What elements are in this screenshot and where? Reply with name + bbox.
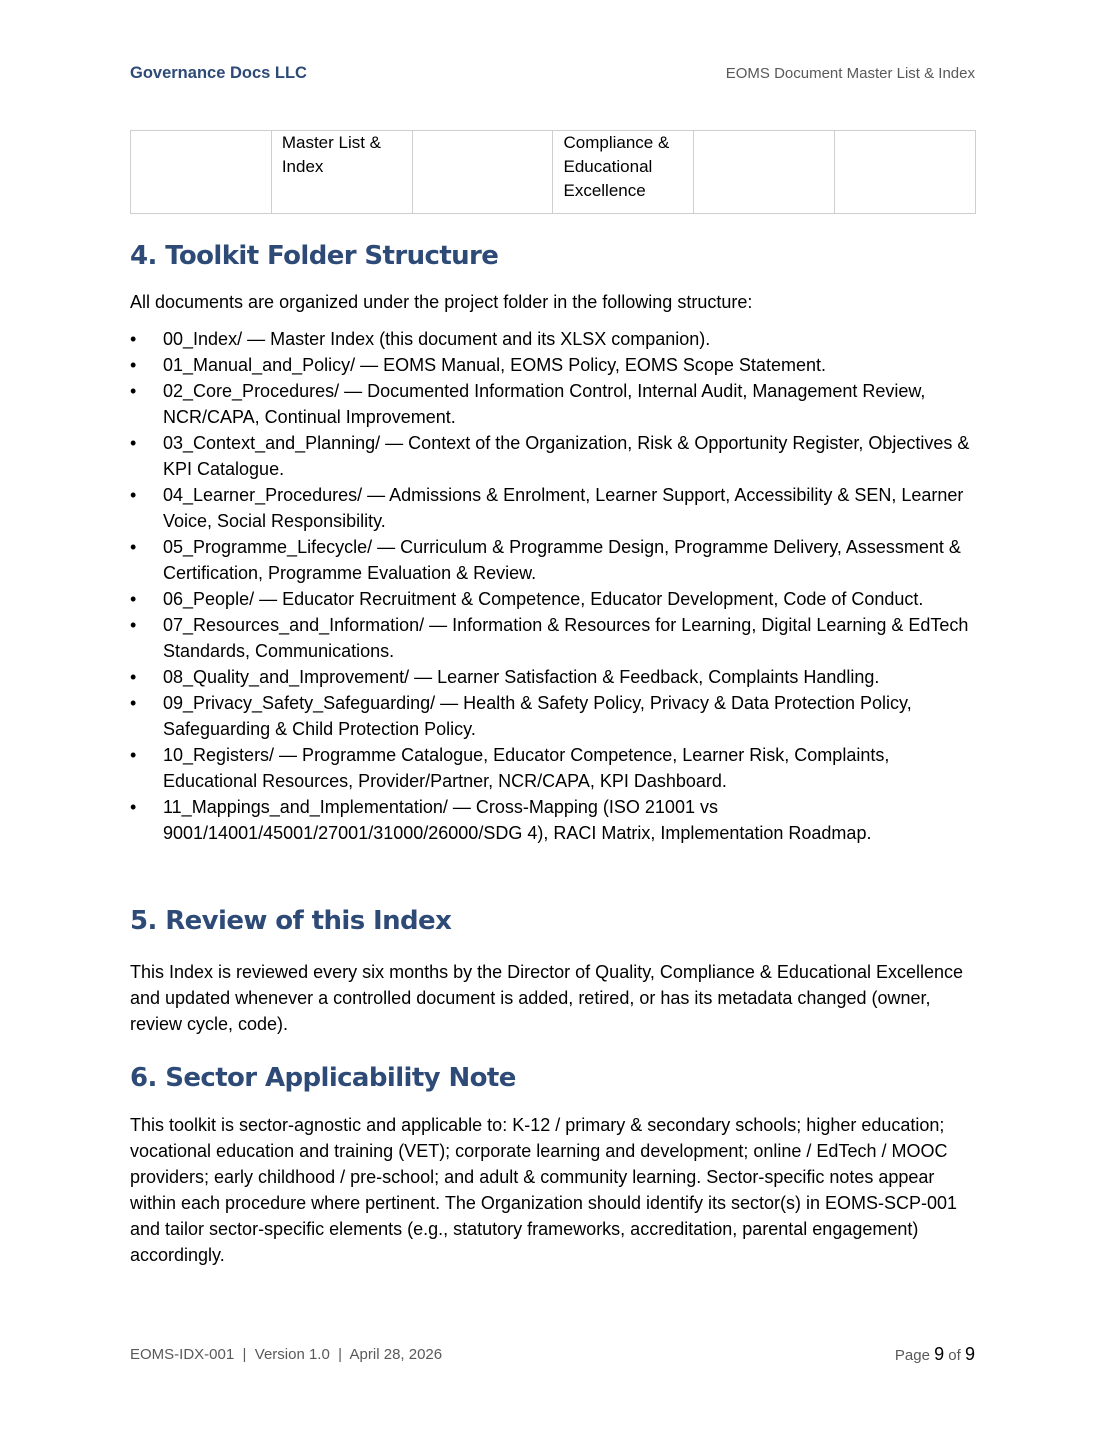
bullet-icon: •	[130, 615, 137, 635]
bullet-icon: •	[130, 589, 137, 609]
list-item-text: 06_People/ — Educator Recruitment & Competence, Educator Development, Code of Conduct.	[163, 589, 924, 609]
header-document-title: EOMS Document Master List & Index	[725, 65, 975, 82]
section-4	[130, 239, 978, 846]
folder-structure-list	[130, 326, 978, 846]
table-cell	[412, 131, 553, 214]
list-item	[130, 326, 978, 352]
bullet-icon: •	[130, 667, 137, 687]
table-row	[131, 131, 976, 214]
list-item-text: 05_Programme_Lifecycle/ — Curriculum & Programme Design, Programme Delivery, Assessment & Certification, Programme Evaluation & Review.	[163, 537, 961, 583]
bullet-icon: •	[130, 355, 137, 375]
page-number	[895, 1344, 975, 1365]
bullet-icon: •	[130, 433, 137, 453]
table-cell	[835, 131, 976, 214]
section-4-intro: All documents are organized under the project folder in the following structure:	[130, 292, 753, 312]
table-cell: Master List & Index	[271, 131, 412, 214]
bullet-icon: •	[130, 381, 137, 401]
table-cell	[694, 131, 835, 214]
section-5-heading: 5. Review of this Index	[130, 906, 452, 936]
list-item-text: 04_Learner_Procedures/ — Admissions & Enrolment, Learner Support, Accessibility & SEN, Learner Voice, Social Responsibility.	[163, 485, 964, 531]
list-item-text: 11_Mappings_and_Implementation/ — Cross-Mapping (ISO 21001 vs 9001/14001/45001/27001/31000/26000/SDG 4), RACI Matrix, Implementation Roadmap.	[163, 797, 872, 843]
section-6	[130, 1061, 978, 1268]
list-item	[130, 352, 978, 378]
list-item-text: 00_Index/ — Master Index (this document and its XLSX companion).	[163, 329, 711, 349]
list-item	[130, 586, 978, 612]
section-6-text: This toolkit is sector-agnostic and applicable to: K-12 / primary & secondary schools; higher education; vocational education and training (VET); corporate learning and development; online / EdTech / MOOC providers; early childhood / pre-school; and adult & community learning. Sector-specific notes appear within each procedure where pertinent. The Organization should identify its sector(s) in EOMS-SCP-001 and tailor sector-specific elements (e.g., statutory frameworks, accreditation, parental engagement) accordingly.	[130, 1115, 958, 1265]
list-item	[130, 612, 978, 664]
bullet-icon: •	[130, 537, 137, 557]
company-name: Governance Docs LLC	[130, 64, 307, 82]
page-word: Page	[894, 1347, 930, 1364]
list-item-text: 01_Manual_and_Policy/ — EOMS Manual, EOMS Policy, EOMS Scope Statement.	[163, 355, 826, 375]
list-item	[130, 482, 978, 534]
list-item	[130, 378, 978, 430]
footer-document-meta: EOMS-IDX-001 | Version 1.0 | April 28, 2026	[130, 1346, 443, 1363]
section-4-heading: 4. Toolkit Folder Structure	[130, 241, 499, 271]
page-footer	[130, 1344, 975, 1368]
page-header	[130, 64, 975, 88]
bullet-icon: •	[130, 693, 137, 713]
table-cell: Compliance & Educational Excellence	[553, 131, 694, 214]
list-item-text: 03_Context_and_Planning/ — Context of the Organization, Risk & Opportunity Register, Objectives & KPI Catalogue.	[163, 433, 970, 479]
section-5-text: This Index is reviewed every six months by the Director of Quality, Compliance & Educational Excellence and updated whenever a controlled document is added, retired, or has its metadata changed (owner, review cycle, code).	[130, 962, 964, 1034]
list-item-text: 02_Core_Procedures/ — Documented Information Control, Internal Audit, Management Review, NCR/CAPA, Continual Improvement.	[163, 381, 926, 427]
list-item	[130, 534, 978, 586]
list-item	[130, 742, 978, 794]
list-item-text: 09_Privacy_Safety_Safeguarding/ — Health & Safety Policy, Privacy & Data Protection Policy, Safeguarding & Child Protection Policy.	[163, 693, 912, 739]
bullet-icon: •	[130, 485, 137, 505]
list-item	[130, 664, 978, 690]
list-item	[130, 430, 978, 482]
list-item-text: 07_Resources_and_Information/ — Information & Resources for Learning, Digital Learning & EdTech Standards, Communications.	[163, 615, 969, 661]
section-6-heading: 6. Sector Applicability Note	[130, 1063, 516, 1093]
table-cell	[131, 131, 272, 214]
bullet-icon: •	[130, 745, 137, 765]
bullet-icon: •	[130, 329, 137, 349]
list-item-text: 10_Registers/ — Programme Catalogue, Educator Competence, Learner Risk, Complaints, Educational Resources, Provider/Partner, NCR/CAPA, KPI Dashboard.	[163, 745, 890, 791]
list-item	[130, 690, 978, 742]
list-item	[130, 794, 978, 846]
bullet-icon: •	[130, 797, 137, 817]
total-pages: 9	[964, 1344, 975, 1364]
continued-index-table	[130, 130, 976, 214]
section-5	[130, 904, 978, 1037]
current-page: 9	[934, 1344, 945, 1364]
of-word: of	[948, 1347, 961, 1364]
list-item-text: 08_Quality_and_Improvement/ — Learner Satisfaction & Feedback, Complaints Handling.	[163, 667, 880, 687]
